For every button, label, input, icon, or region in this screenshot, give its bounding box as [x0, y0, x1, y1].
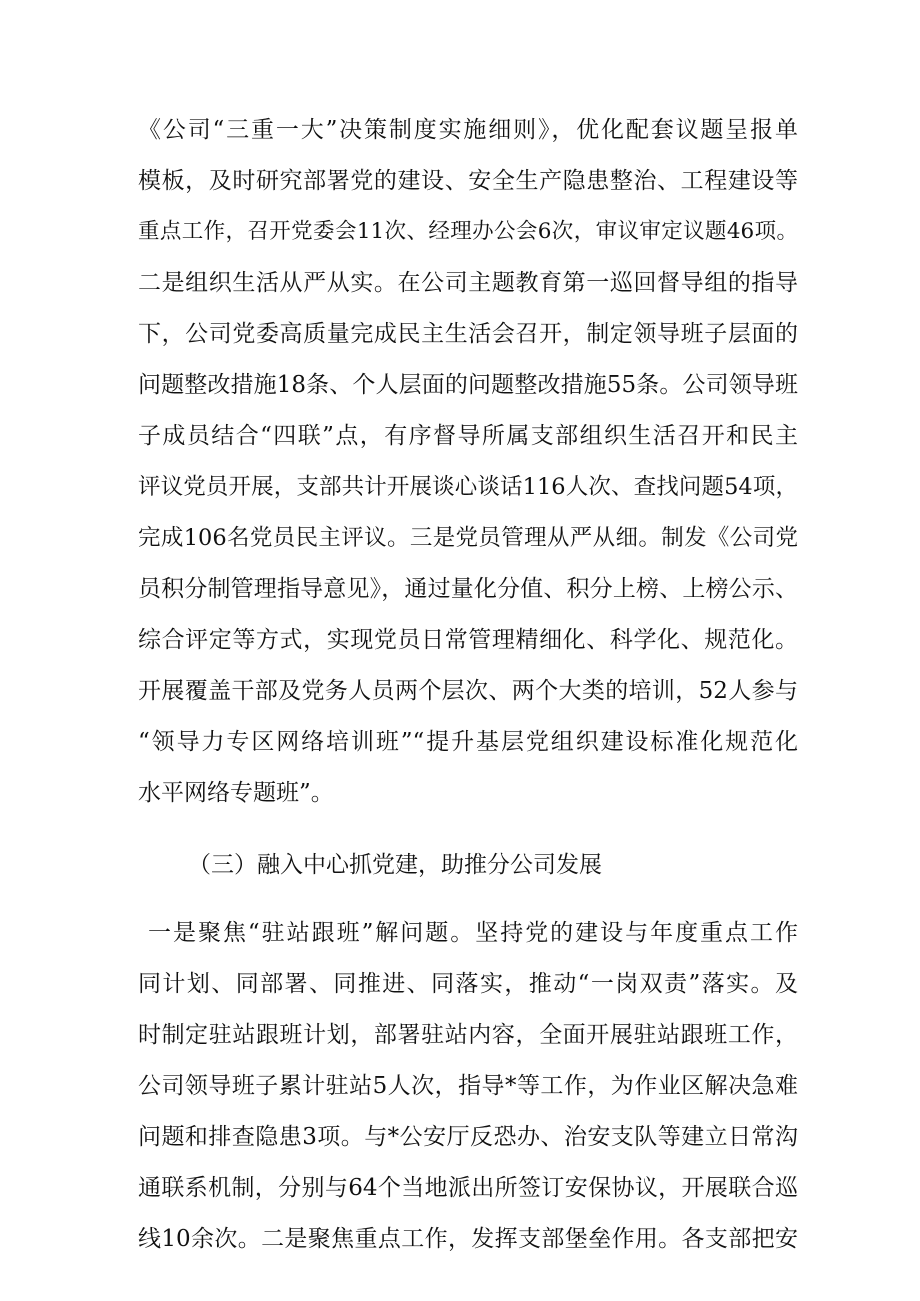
text-line: 问题和排查隐患3项。与*公安厅反恐办、治安支队等建立日常沟 [138, 1124, 798, 1150]
text-line: 公司领导班子累计驻站5人次，指导*等工作，为作业区解决急难 [138, 1073, 798, 1099]
text-line: 二是组织生活从严从实。在公司主题教育第一巡回督导组的指导 [138, 270, 798, 296]
text-line: 时制定驻站跟班计划，部署驻站内容，全面开展驻站跟班工作， [138, 1022, 798, 1048]
section-heading: （三）融入中心抓党建，助推分公司发展 [188, 852, 602, 878]
text-line: 线10余次。二是聚焦重点工作，发挥支部堡垒作用。各支部把安 [138, 1226, 798, 1252]
text-line: 水平网络专题班”。 [138, 780, 334, 806]
text-line: 评议党员开展，支部共计开展谈心谈话116人次、查找问题54项， [138, 474, 798, 500]
text-line: 同计划、同部署、同推进、同落实，推动“一岗双责”落实。及 [138, 971, 798, 997]
text-line: 《公司“三重一大”决策制度实施细则》，优化配套议题呈报单 [138, 117, 798, 143]
text-line: 开展覆盖干部及党务人员两个层次、两个大类的培训，52人参与 [138, 678, 798, 704]
text-line: 一是聚焦“驻站跟班”解问题。坚持党的建设与年度重点工作 [148, 920, 798, 946]
text-line: 问题整改措施18条、个人层面的问题整改措施55条。公司领导班 [138, 372, 798, 398]
text-line: 通联系机制，分别与64个当地派出所签订安保协议，开展联合巡 [138, 1175, 798, 1201]
text-line: 完成106名党员民主评议。三是党员管理从严从细。制发《公司党 [138, 525, 798, 551]
text-line: “领导力专区网络培训班”“提升基层党组织建设标准化规范化 [138, 729, 798, 755]
text-line: 模板，及时研究部署党的建设、安全生产隐患整治、工程建设等 [138, 168, 798, 194]
text-line: 重点工作，召开党委会11次、经理办公会6次，审议审定议题46项。 [138, 219, 798, 244]
text-line: 综合评定等方式，实现党员日常管理精细化、科学化、规范化。 [138, 627, 798, 653]
text-line: 员积分制管理指导意见》，通过量化分值、积分上榜、上榜公示、 [138, 576, 798, 602]
text-line: 子成员结合“四联”点，有序督导所属支部组织生活召开和民主 [138, 423, 798, 449]
text-line: 下，公司党委高质量完成民主生活会召开，制定领导班子层面的 [138, 321, 798, 347]
